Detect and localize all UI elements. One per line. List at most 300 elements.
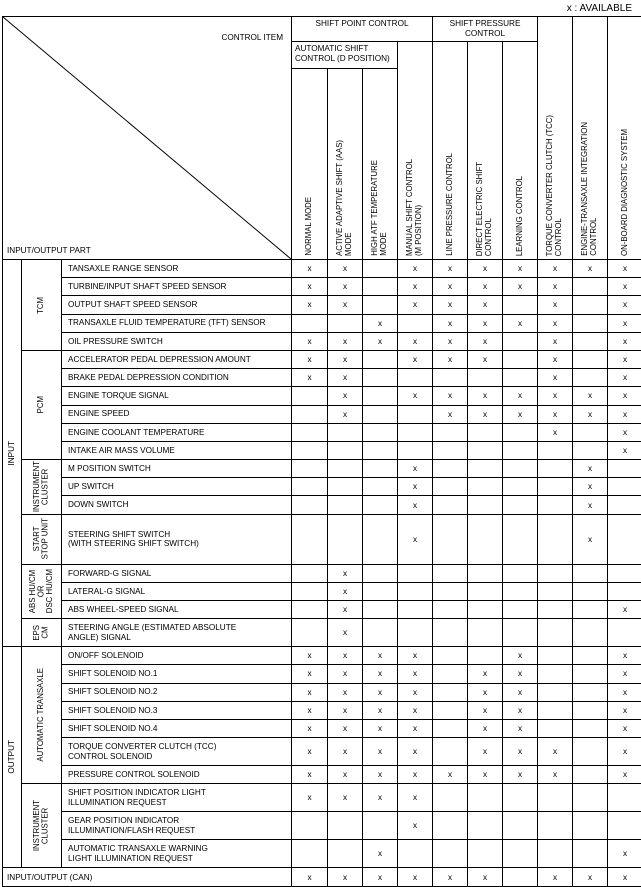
availability-mark (433, 601, 468, 619)
availability-mark (433, 719, 468, 737)
availability-mark: x (398, 278, 433, 296)
column-header-line: NORMAL MODE (305, 197, 314, 256)
availability-mark: x (468, 350, 503, 368)
table-row (3, 514, 641, 564)
availability-mark: x (398, 812, 433, 840)
availability-mark: x (292, 260, 328, 278)
availability-mark: x (328, 868, 363, 887)
availability-mark (538, 460, 573, 478)
availability-mark: x (328, 665, 363, 683)
table-corner-cell (3, 17, 292, 260)
availability-mark (433, 441, 468, 459)
availability-mark: x (363, 647, 398, 665)
availability-mark: x (398, 296, 433, 314)
availability-mark: x (608, 738, 641, 766)
availability-mark (398, 564, 433, 582)
availability-mark: x (363, 314, 398, 332)
row-label-line: PRESSURE CONTROL SOLENOID (68, 770, 291, 779)
row-label (62, 601, 292, 619)
availability-mark (468, 840, 503, 868)
col-header-8 (538, 17, 573, 260)
availability-mark: x (503, 405, 538, 423)
column-header-line: HIGH ATF TEMPERATURE (371, 160, 380, 256)
availability-mark: x (468, 314, 503, 332)
availability-mark: x (292, 296, 328, 314)
availability-mark (608, 812, 641, 840)
table-row (3, 582, 641, 600)
availability-mark (433, 619, 468, 647)
table-row (3, 387, 641, 405)
table-row (3, 314, 641, 332)
availability-mark: x (328, 564, 363, 582)
row-label-line: GEAR POSITION INDICATOR (68, 816, 291, 825)
availability-mark: x (433, 350, 468, 368)
availability-mark: x (503, 314, 538, 332)
availability-mark: x (398, 514, 433, 564)
availability-mark (573, 350, 608, 368)
availability-mark: x (398, 260, 433, 278)
availability-mark (328, 460, 363, 478)
group-label-line: PCM (37, 396, 46, 413)
row-label-line: UP SWITCH (68, 482, 291, 491)
availability-mark (573, 719, 608, 737)
group-label-line: DSC HU/CM (46, 569, 55, 613)
column-header-line: CONTROL (555, 115, 564, 256)
availability-mark (503, 350, 538, 368)
row-label-line: ABS WHEEL-SPEED SIGNAL (68, 605, 291, 614)
availability-mark (398, 369, 433, 387)
availability-mark (363, 478, 398, 496)
availability-mark: x (468, 766, 503, 784)
availability-mark (468, 496, 503, 514)
availability-mark: x (538, 369, 573, 387)
table-row (3, 278, 641, 296)
availability-mark: x (538, 350, 573, 368)
row-label (62, 460, 292, 478)
availability-mark (573, 840, 608, 868)
group-label (22, 564, 62, 619)
table-row (3, 460, 641, 478)
row-label-line: LATERAL-G SIGNAL (68, 587, 291, 596)
availability-mark (503, 784, 538, 812)
row-label (62, 441, 292, 459)
column-header-line: CONTROL (485, 162, 494, 256)
group-label-line: AUTOMATIC TRANSAXLE (37, 668, 46, 762)
col-header-10 (608, 17, 641, 260)
availability-mark: x (363, 665, 398, 683)
table-row (3, 350, 641, 368)
availability-mark: x (328, 619, 363, 647)
availability-mark: x (538, 314, 573, 332)
availability-mark (503, 296, 538, 314)
availability-mark (433, 496, 468, 514)
availability-mark (433, 665, 468, 683)
availability-mark (363, 296, 398, 314)
availability-mark: x (363, 766, 398, 784)
group-label-line: START (33, 518, 42, 559)
aas-group-cell (292, 42, 398, 260)
availability-mark: x (328, 296, 363, 314)
availability-mark: x (363, 868, 398, 887)
table-row (3, 719, 641, 737)
availability-mark: x (608, 840, 641, 868)
availability-mark: x (398, 387, 433, 405)
availability-mark (468, 784, 503, 812)
availability-mark: x (608, 423, 641, 441)
can-row-label: INPUT/OUTPUT (CAN) (3, 868, 292, 887)
availability-mark (328, 441, 363, 459)
availability-mark: x (292, 350, 328, 368)
availability-mark: x (328, 719, 363, 737)
availability-mark: x (328, 332, 363, 350)
availability-mark: x (328, 350, 363, 368)
availability-mark: x (292, 683, 328, 701)
availability-mark: x (398, 766, 433, 784)
availability-mark (573, 369, 608, 387)
availability-mark (468, 812, 503, 840)
availability-mark (468, 369, 503, 387)
availability-mark: x (503, 647, 538, 665)
group-label (22, 350, 62, 459)
availability-mark (398, 423, 433, 441)
availability-mark: x (398, 478, 433, 496)
row-label (62, 514, 292, 564)
col-header-7 (503, 42, 538, 260)
row-label-line: ON/OFF SOLENOID (68, 651, 291, 660)
availability-mark (503, 496, 538, 514)
availability-mark (292, 514, 328, 564)
row-label (62, 784, 292, 812)
row-label (62, 701, 292, 719)
availability-mark (363, 350, 398, 368)
availability-mark (292, 478, 328, 496)
availability-mark (433, 683, 468, 701)
availability-mark: x (363, 701, 398, 719)
row-label (62, 766, 292, 784)
availability-mark (573, 665, 608, 683)
col-header-5 (433, 42, 468, 260)
col-header-9 (573, 17, 608, 260)
row-label-line: FORWARD-G SIGNAL (68, 569, 291, 578)
column-header-line: MODE (380, 160, 389, 256)
availability-mark (538, 582, 573, 600)
availability-mark: x (292, 719, 328, 737)
availability-mark (608, 460, 641, 478)
availability-mark (292, 496, 328, 514)
row-label-line: LIGHT ILLUMINATION REQUEST (68, 854, 291, 863)
availability-mark (468, 423, 503, 441)
availability-mark (538, 496, 573, 514)
column-header-line: TORQUE CONVERTER CLUTCH (TCC) (546, 115, 555, 256)
availability-mark (503, 441, 538, 459)
table-row (3, 369, 641, 387)
availability-mark: x (292, 784, 328, 812)
group-label-line: EPS (33, 625, 42, 641)
availability-mark: x (363, 683, 398, 701)
row-label-line: ILLUMINATION REQUEST (68, 798, 291, 807)
availability-mark: x (573, 478, 608, 496)
availability-mark (468, 564, 503, 582)
availability-mark: x (573, 260, 608, 278)
availability-mark: x (573, 868, 608, 887)
row-label (62, 647, 292, 665)
availability-mark (292, 387, 328, 405)
group-label-line: ABS HU/CM (29, 569, 38, 613)
availability-mark: x (328, 601, 363, 619)
availability-mark: x (503, 387, 538, 405)
availability-mark (292, 601, 328, 619)
control-item-label: CONTROL ITEM (221, 33, 283, 42)
availability-mark: x (608, 278, 641, 296)
group-label (22, 260, 62, 351)
availability-mark: x (608, 766, 641, 784)
availability-mark: x (503, 738, 538, 766)
row-label (62, 619, 292, 647)
availability-mark: x (468, 296, 503, 314)
availability-mark: x (608, 314, 641, 332)
row-label (62, 496, 292, 514)
table-row (3, 701, 641, 719)
availability-mark: x (328, 278, 363, 296)
availability-mark (398, 441, 433, 459)
table-row (3, 738, 641, 766)
availability-mark (433, 647, 468, 665)
table-row (3, 332, 641, 350)
availability-mark (573, 784, 608, 812)
availability-mark: x (468, 738, 503, 766)
availability-mark (328, 840, 363, 868)
availability-mark (328, 496, 363, 514)
availability-mark (573, 314, 608, 332)
availability-mark (292, 441, 328, 459)
availability-mark: x (573, 496, 608, 514)
availability-mark: x (433, 868, 468, 887)
availability-mark (503, 619, 538, 647)
column-header-line: MANUAL SHIFT CONTROL (406, 159, 415, 256)
availability-mark: x (608, 405, 641, 423)
availability-mark: x (573, 387, 608, 405)
availability-mark (538, 647, 573, 665)
availability-mark: x (328, 738, 363, 766)
availability-mark: x (503, 701, 538, 719)
group-label (22, 460, 62, 515)
availability-mark (608, 619, 641, 647)
row-label-line: ACCELERATOR PEDAL DEPRESSION AMOUNT (68, 355, 291, 364)
row-label-line: M POSITION SWITCH (68, 464, 291, 473)
availability-mark: x (573, 514, 608, 564)
row-label-line: (WITH STEERING SHIFT SWITCH) (68, 539, 291, 548)
availability-mark: x (328, 387, 363, 405)
row-label (62, 665, 292, 683)
availability-mark: x (538, 738, 573, 766)
group-label-line: INSTRUMENT (33, 461, 42, 512)
row-label-line: ENGINE TORQUE SIGNAL (68, 391, 291, 400)
availability-mark (538, 478, 573, 496)
availability-mark (608, 582, 641, 600)
availability-mark (433, 460, 468, 478)
availability-mark: x (538, 296, 573, 314)
availability-mark: x (433, 405, 468, 423)
row-label (62, 296, 292, 314)
table-row (3, 665, 641, 683)
column-header-line: ON-BOARD DIAGNOSTIC SYSTEM (621, 129, 630, 256)
availability-mark (538, 784, 573, 812)
availability-mark (328, 514, 363, 564)
row-label (62, 582, 292, 600)
availability-mark (328, 314, 363, 332)
table-row (3, 647, 641, 665)
availability-mark: x (468, 260, 503, 278)
row-label (62, 738, 292, 766)
row-label-line: OIL PRESSURE SWITCH (68, 337, 291, 346)
availability-mark (328, 812, 363, 840)
availability-mark: x (398, 701, 433, 719)
availability-mark: x (328, 784, 363, 812)
availability-mark: x (433, 766, 468, 784)
availability-mark (292, 460, 328, 478)
row-label-line: AUTOMATIC TRANSAXLE WARNING (68, 844, 291, 853)
availability-mark: x (328, 701, 363, 719)
availability-mark: x (468, 405, 503, 423)
availability-mark (468, 619, 503, 647)
availability-mark (503, 812, 538, 840)
availability-mark (468, 514, 503, 564)
row-label-line: STEERING ANGLE (ESTIMATED ABSOLUTE (68, 623, 291, 632)
availability-mark: x (503, 766, 538, 784)
group-label (22, 647, 62, 784)
availability-mark: x (468, 665, 503, 683)
row-label-line: INTAKE AIR MASS VOLUME (68, 446, 291, 455)
row-label (62, 423, 292, 441)
availability-mark: x (538, 405, 573, 423)
availability-mark (292, 314, 328, 332)
availability-mark: x (292, 332, 328, 350)
availability-mark (573, 441, 608, 459)
row-label (62, 683, 292, 701)
row-label (62, 350, 292, 368)
availability-mark: x (468, 332, 503, 350)
availability-mark (573, 619, 608, 647)
availability-mark: x (292, 647, 328, 665)
availability-mark (468, 441, 503, 459)
availability-mark (363, 564, 398, 582)
row-label (62, 405, 292, 423)
availability-mark (573, 278, 608, 296)
corner-diagonal (3, 17, 291, 259)
availability-mark: x (608, 260, 641, 278)
availability-mark (398, 582, 433, 600)
availability-mark: x (433, 296, 468, 314)
availability-mark (363, 601, 398, 619)
availability-mark (398, 405, 433, 423)
row-label (62, 369, 292, 387)
availability-mark: x (608, 332, 641, 350)
availability-mark (292, 582, 328, 600)
availability-mark: x (292, 278, 328, 296)
availability-mark (538, 441, 573, 459)
availability-mark (573, 296, 608, 314)
column-header-line: CONTROL (590, 122, 599, 256)
group-label-line: INSTRUMENT (33, 800, 42, 851)
availability-mark (503, 478, 538, 496)
table-row (3, 766, 641, 784)
availability-mark: x (468, 278, 503, 296)
row-label-line: ENGINE COOLANT TEMPERATURE (68, 428, 291, 437)
availability-mark (433, 582, 468, 600)
availability-mark: x (503, 665, 538, 683)
table-row (3, 260, 641, 278)
table-row (3, 478, 641, 496)
shift-pressure-header: SHIFT PRESSURE CONTROL (433, 17, 538, 42)
availability-mark: x (433, 387, 468, 405)
availability-mark (292, 405, 328, 423)
availability-mark (503, 601, 538, 619)
availability-mark: x (398, 738, 433, 766)
availability-mark (573, 738, 608, 766)
column-header-line: (M POSITION) (415, 159, 424, 256)
availability-mark (433, 701, 468, 719)
availability-mark: x (363, 840, 398, 868)
group-label-line: CM (42, 625, 51, 641)
availability-mark: x (468, 868, 503, 887)
availability-mark (328, 423, 363, 441)
column-header-line: LINE PRESSURE CONTROL (446, 153, 455, 256)
availability-mark (573, 812, 608, 840)
section-label-input: INPUT (3, 260, 22, 647)
availability-mark: x (608, 350, 641, 368)
availability-mark (538, 601, 573, 619)
group-label (22, 514, 62, 564)
availability-mark (538, 683, 573, 701)
row-label-line: SHIFT SOLENOID NO.2 (68, 687, 291, 696)
availability-mark (468, 460, 503, 478)
availability-mark: x (538, 387, 573, 405)
table-row (3, 423, 641, 441)
availability-mark (538, 514, 573, 564)
availability-mark (503, 564, 538, 582)
availability-mark: x (503, 278, 538, 296)
availability-mark: x (398, 647, 433, 665)
availability-mark: x (468, 701, 503, 719)
availability-mark (538, 564, 573, 582)
availability-mark (503, 460, 538, 478)
availability-mark: x (292, 766, 328, 784)
availability-mark (363, 369, 398, 387)
availability-mark: x (608, 868, 641, 887)
table-row (3, 564, 641, 582)
availability-mark (433, 840, 468, 868)
table-row (3, 405, 641, 423)
row-label-line: SHIFT SOLENOID NO.4 (68, 724, 291, 733)
group-label (22, 784, 62, 868)
availability-mark: x (538, 766, 573, 784)
availability-mark (573, 332, 608, 350)
row-label (62, 332, 292, 350)
availability-mark: x (468, 683, 503, 701)
table-row (3, 840, 641, 868)
availability-mark: x (433, 278, 468, 296)
availability-mark (363, 423, 398, 441)
col-header-2 (328, 69, 363, 259)
col-header-4 (398, 42, 433, 260)
availability-mark (433, 812, 468, 840)
availability-mark (363, 496, 398, 514)
table-row (3, 619, 641, 647)
availability-mark: x (292, 868, 328, 887)
row-label (62, 314, 292, 332)
availability-mark (503, 868, 538, 887)
availability-mark (503, 514, 538, 564)
